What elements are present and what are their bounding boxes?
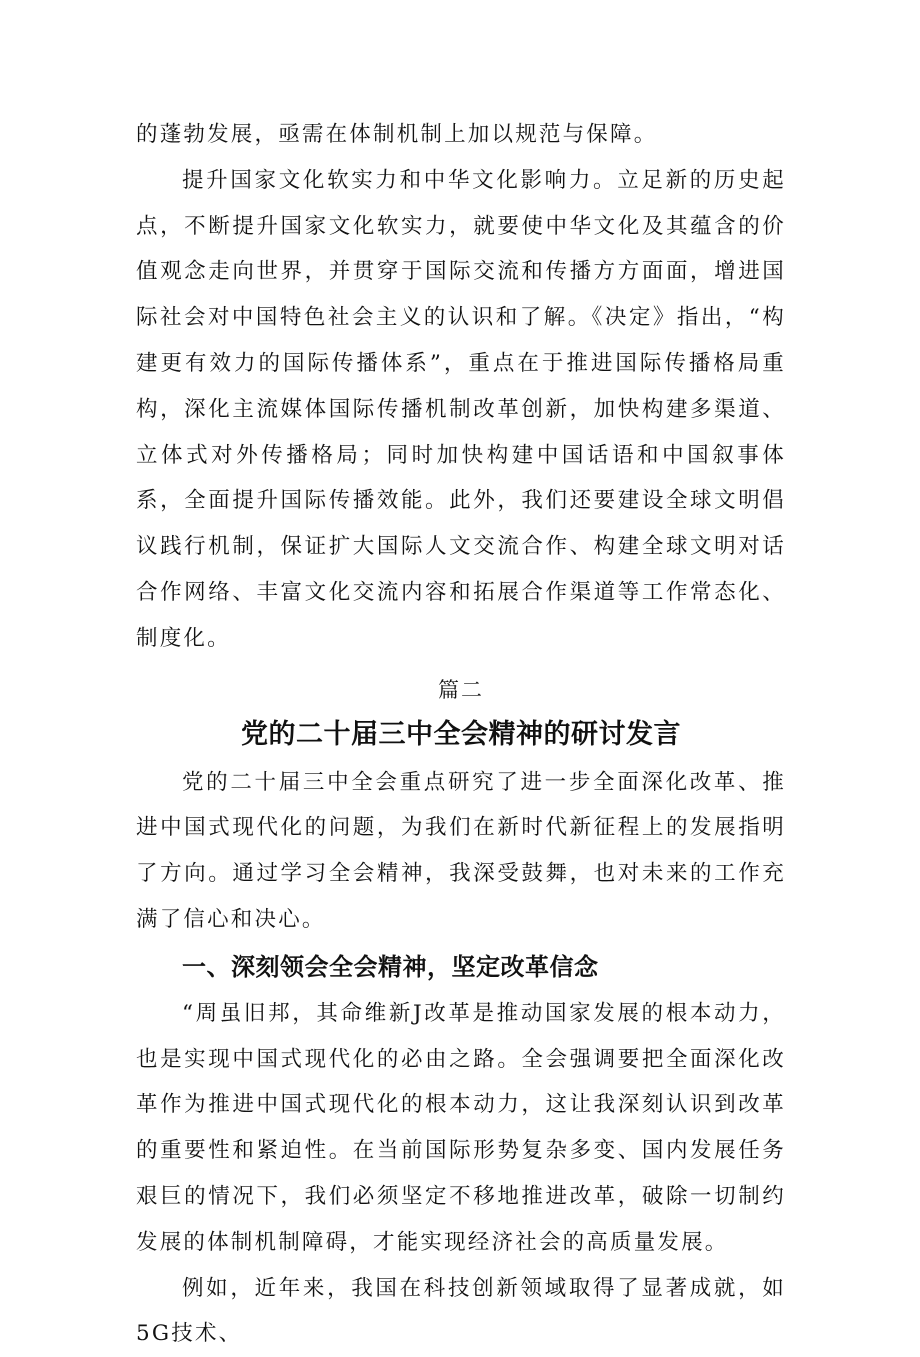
section-heading-1: 一、深刻领会全会精神，坚定改革信念 bbox=[182, 952, 599, 981]
paragraph-intro: 党的二十届三中全会重点研究了进一步全面深化改革、推进中国式现代化的问题，为我们在新时代新征程上的发展指明了方向。通过学习全会精神，我深受鼓舞，也对未来的工作充满了信心和决心。 bbox=[136, 769, 786, 932]
paragraph-soft-power: 提升国家文化软实力和中华文化影响力。立足新的历史起点，不断提升国家文化软实力，就要使中华文化及其蕴含的价值观念走向世界，并贯穿于国际交流和传播方方面面，增进国际社会对中国特色社会主义的认识和了解。《决定》指出，“构建更有效力的国际传播体系”，重点在于推进国际传播格局重构，深化主流媒体国际传播机制改革创新，加快构建多渠道、立体式对外传播格局；同时加快构建中国话语和中国叙事体系，全面提升国际传播效能。此外，我们还要建设全球文明倡议践行机制，保证扩大国际人文交流合作、构建全球文明对话合作网络、丰富文化交流内容和拓展合作渠道等工作常态化、制度化。 bbox=[136, 167, 786, 651]
document-title: 党的二十届三中全会精神的研讨发言 bbox=[241, 718, 681, 750]
paragraph-example: 例如，近年来，我国在科技创新领域取得了显著成就，如5G技术、 bbox=[136, 1275, 786, 1347]
paragraph-reform: “周虽旧邦，其命维新J改革是推动国家发展的根本动力，也是实现中国式现代化的必由之路。全会强调要把全面深化改革作为推进中国式现代化的根本动力，这让我深刻认识到改革的重要性和紧迫性。在当前国际形势复杂多变、国内发展任务艰巨的情况下，我们必须坚定不移地推进改革，破除一切制约发展的体制机制障碍，才能实现经济社会的高质量发展。 bbox=[136, 1000, 786, 1255]
section-label: 篇二 bbox=[438, 677, 484, 702]
paragraph-continuation: 的蓬勃发展，亟需在体制机制上加以规范与保障。 bbox=[136, 122, 658, 147]
